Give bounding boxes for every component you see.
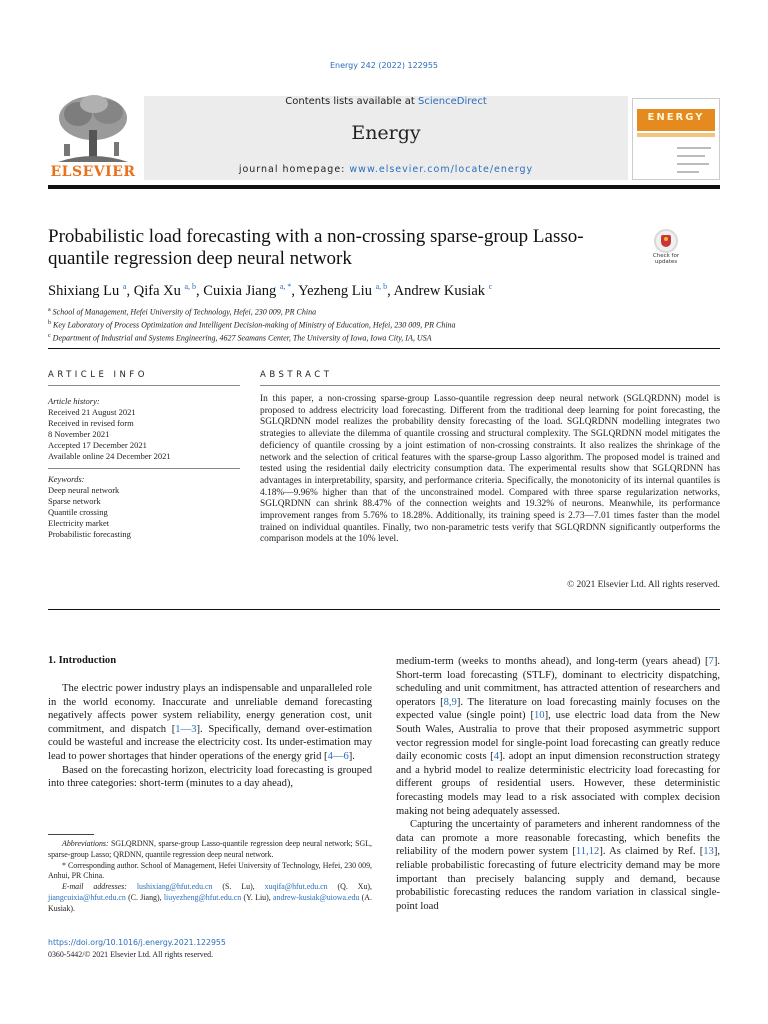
contents-line bbox=[144, 96, 628, 107]
body-column-left bbox=[48, 682, 372, 791]
author-separator: , bbox=[387, 282, 394, 299]
text-run: The electric power industry plays an indispensable and unparalleled role in the world economy. Inaccurate and unreliable demand forecasting negatively affects power system reliability, energy generation cost, unit commitment, and dispatch [ bbox=[48, 683, 372, 735]
body-column-right bbox=[396, 655, 720, 913]
author-affiliation-marker[interactable]: a bbox=[122, 282, 127, 291]
author[interactable] bbox=[394, 283, 493, 299]
affiliation bbox=[48, 331, 720, 344]
history-item: Accepted 17 December 2021 bbox=[48, 440, 147, 450]
keyword: Probabilistic forecasting bbox=[48, 529, 131, 539]
email-owner: (C. Jiang), bbox=[125, 892, 164, 902]
text-run: ], reliable probabilistic forecasting of future electricity demand may be more important than precisely balancing supply and demand, because probabilistic forecasting reduces the random variation in classical single-point load bbox=[396, 846, 721, 912]
abstract-text: In this paper, a non-crossing sparse-group Lasso-quantile regression deep neural network (SGLQRDNN) model is proposed to address electricity load forecasting. Different from the traditional deep learning for point forecasting, the SGLQRDNN model realizes the probability density forecasting of the load. SGLQRDNN modelling integrates two strategies to alleviate the dilemma of quantile crossing and structural complexity. The SGLQRDNN model mitigates the deficiency of quantile crossing by a joint estimation of non-crossing constraints. It also realizes the shrinkage of the network and the selection of critical features with the sparse-group Lasso algorithm. The proposed model is trained and tested using the residential daily electricity consumption data. The experimental results show that SGLQRDNN has advantages in interpretability, sparsity, and performance criteria. Specifically, the monotonicity of its internal quantiles is 4.18%—9.96% higher than that of the unconstrained model. Compared with three sparse regularization networks, SGLQRDNN can shrink 88.47% of the connection weights and 19.32% of neurons. Meanwhile, its performance improvement ranges from 5.76% to 18.28%. Additionally, its training speed is 2.73—7.01 times faster than the model trained on individual quantiles. Finally, two non-parametric tests verify that SGLQRDNN significantly outperforms the comparison models at the 10% level. bbox=[260, 394, 720, 545]
text-run: Capturing the uncertainty of parameters and inherent randomness of the data can promote a more reasonable forecasting, which benefits the reliability of the modern power system [ bbox=[396, 819, 720, 858]
journal-citation[interactable]: Energy 242 (2022) 122955 bbox=[329, 61, 439, 70]
homepage-prefix: journal homepage: bbox=[238, 164, 350, 175]
abstract-bottom-rule bbox=[48, 609, 720, 610]
crossmark-ribbon bbox=[661, 235, 671, 247]
email-link[interactable]: liuyezheng@hfut.edu.cn bbox=[163, 892, 242, 902]
author-separator: , bbox=[196, 282, 204, 299]
author[interactable] bbox=[48, 283, 134, 299]
text-run: ]. adopt an input dimension reconstruction strategy and a hybrid model to realize deterministic electricity load forecasting for different groups of residential users. However, these deterministic forecasting models may lead to a risk associated with complex decision making not being adequately assessed. bbox=[396, 751, 720, 817]
affiliation-marker: c bbox=[48, 333, 51, 340]
affiliation-rule bbox=[48, 348, 720, 349]
author[interactable] bbox=[134, 283, 204, 299]
keyword: Quantile crossing bbox=[48, 507, 108, 517]
article-info bbox=[48, 396, 240, 540]
text-run: ]. Specifically, demand over-estimation could be wasteful and increase the electricity cost. Its under-estimation may lead to power shortages that hinder operations of the energy grid [ bbox=[48, 723, 372, 762]
affiliation bbox=[48, 305, 720, 318]
journal-header bbox=[48, 90, 720, 180]
author[interactable] bbox=[203, 283, 298, 299]
author-name: Shixiang Lu bbox=[48, 282, 120, 299]
elsevier-logo[interactable] bbox=[48, 90, 138, 180]
sciencedirect-link[interactable]: ScienceDirect bbox=[418, 96, 487, 107]
abstract-rule bbox=[260, 385, 720, 386]
reference-link[interactable]: 11,12 bbox=[575, 846, 600, 858]
footnote-emails bbox=[48, 882, 372, 914]
author[interactable] bbox=[298, 283, 393, 299]
author-affiliation-marker[interactable]: a, b bbox=[375, 282, 388, 291]
affiliation-text: Department of Industrial and Systems Engineering, 4627 Seamans Center, The University of Iowa, Iowa City, IA, USA bbox=[52, 333, 432, 343]
history-item: Received in revised form bbox=[48, 418, 134, 428]
author-affiliation-marker[interactable]: a, b bbox=[184, 282, 197, 291]
abstract-label: ABSTRACT bbox=[260, 370, 333, 380]
email-link[interactable]: andrew-kusiak@uiowa.edu bbox=[273, 892, 360, 902]
crossmark-dot bbox=[664, 237, 668, 241]
history-item: Available online 24 December 2021 bbox=[48, 451, 171, 461]
cover-title: ENERGY bbox=[647, 112, 705, 123]
check-for-updates-icon bbox=[654, 229, 678, 253]
email-link[interactable]: jiangcuixia@hfut.edu.cn bbox=[48, 892, 126, 902]
issn-line: 0360-5442/© 2021 Elsevier Ltd. All rights reserved. bbox=[48, 950, 214, 959]
info-divider bbox=[48, 468, 240, 469]
keyword: Electricity market bbox=[48, 518, 110, 528]
cover-line bbox=[677, 163, 709, 165]
journal-name[interactable]: Energy bbox=[351, 122, 421, 144]
footnote-text: SGLQRDNN, sparse-group Lasso-quantile regression deep neural network; SGL, sparse-group Lasso; QRDNN, quantile regression deep neural network. bbox=[48, 839, 372, 859]
paragraph bbox=[48, 682, 372, 764]
paragraph: Based on the forecasting horizon, electricity load forecasting is grouped into three categories: short-term (minutes to a day ahead), bbox=[48, 764, 372, 790]
history-heading: Article history: bbox=[48, 396, 100, 406]
text-run: ], use electric load data from the New South Wales, Australia to prove that their proposed asymmetric support vector regression model for single-point load forecasting can greatly reduce daily economic costs [ bbox=[396, 710, 720, 763]
footnote-rule bbox=[48, 834, 94, 835]
author-affiliation-marker[interactable]: c bbox=[488, 282, 493, 291]
author-separator: , bbox=[126, 282, 134, 299]
affiliation-marker: b bbox=[48, 320, 51, 327]
email-owner: (Q. Xu), bbox=[327, 882, 372, 892]
doi-link[interactable]: https://doi.org/10.1016/j.energy.2021.122955 bbox=[48, 938, 226, 947]
affiliation-text: Key Laboratory of Process Optimization and Intelligent Decision-making of Ministry of Education, Hefei, 230 009, PR China bbox=[53, 320, 456, 330]
header-rule bbox=[48, 185, 720, 189]
text-run: ]. The literature on load forecasting mainly focuses on the expected value (single point) [ bbox=[396, 696, 720, 722]
cover-line bbox=[677, 171, 699, 173]
email-link[interactable]: lushixiang@hfut.edu.cn bbox=[136, 882, 213, 892]
email-link[interactable]: xuqifa@hfut.edu.cn bbox=[264, 882, 328, 892]
footnote-label: Abbreviations: bbox=[62, 839, 109, 848]
article-title: Probabilistic load forecasting with a non-crossing sparse-group Lasso-quantile regression deep neural network bbox=[48, 226, 584, 269]
keyword: Sparse network bbox=[48, 496, 101, 506]
text-run: ]. Short-term load forecasting (STLF), dominant to electricity dispatching, scheduling and unit commitment, has attracted attention of researchers and operators [ bbox=[396, 656, 720, 708]
check-for-updates-label: Check for updates bbox=[652, 253, 680, 265]
contents-prefix: Contents lists available at bbox=[285, 96, 419, 107]
homepage-line bbox=[144, 164, 628, 175]
author-name: Yezheng Liu bbox=[298, 282, 372, 299]
reference-link[interactable]: 1—3 bbox=[175, 723, 197, 735]
author-affiliation-marker[interactable]: a, * bbox=[279, 282, 292, 291]
text-run: ]. bbox=[348, 750, 355, 762]
author-list bbox=[48, 282, 720, 300]
cover-subband bbox=[637, 133, 715, 137]
article-info-rule bbox=[48, 385, 240, 386]
paragraph bbox=[396, 818, 720, 913]
paragraph bbox=[396, 655, 720, 818]
history-item: 8 November 2021 bbox=[48, 429, 110, 439]
affiliation-list bbox=[48, 305, 720, 344]
reference-link[interactable]: 8,9 bbox=[443, 696, 457, 708]
footnote-corresponding: * Corresponding author. School of Management, Hefei University of Technology, Hefei, 230 009, Anhui, PR China. bbox=[48, 860, 372, 881]
reference-link[interactable]: 10 bbox=[533, 710, 545, 722]
journal-band bbox=[144, 96, 628, 180]
email-owner: (A. Kusiak). bbox=[48, 892, 372, 913]
affiliation-text: School of Management, Hefei University of Technology, Hefei, 230 009, PR China bbox=[52, 307, 317, 317]
email-owner: (Y. Liu), bbox=[241, 892, 273, 902]
reference-link[interactable]: 7 bbox=[708, 656, 714, 667]
footnotes bbox=[48, 839, 372, 915]
text-run: ]. As claimed by Ref. [ bbox=[599, 846, 704, 858]
author-name: Qifa Xu bbox=[133, 282, 181, 299]
article-info-label: ARTICLE INFO bbox=[48, 370, 148, 380]
email-owner: (S. Lu), bbox=[212, 882, 265, 892]
reference-link[interactable]: 13 bbox=[703, 846, 714, 858]
author-name: Cuixia Jiang bbox=[203, 282, 277, 299]
check-for-updates-button[interactable] bbox=[646, 229, 686, 267]
journal-homepage-link[interactable]: www.elsevier.com/locate/energy bbox=[349, 164, 534, 175]
keywords-heading: Keywords: bbox=[48, 474, 85, 484]
reference-link[interactable]: 4 bbox=[493, 751, 499, 763]
footnote-abbreviations bbox=[48, 839, 372, 861]
history-item: Received 21 August 2021 bbox=[48, 407, 136, 417]
footnote-label: E-mail addresses: bbox=[62, 882, 127, 892]
affiliation-marker: a bbox=[48, 307, 51, 313]
author-separator: , bbox=[291, 282, 299, 299]
author-name: Andrew Kusiak bbox=[393, 282, 486, 299]
elsevier-tree-logo bbox=[54, 92, 132, 164]
reference-link[interactable]: 4—6 bbox=[327, 750, 349, 762]
elsevier-wordmark: ELSEVIER bbox=[50, 164, 136, 180]
cover-line bbox=[677, 155, 705, 157]
cover-line bbox=[677, 147, 711, 149]
journal-cover-image[interactable] bbox=[632, 98, 720, 180]
affiliation bbox=[48, 318, 720, 331]
keyword: Deep neural network bbox=[48, 485, 120, 495]
abstract-copyright: © 2021 Elsevier Ltd. All rights reserved. bbox=[567, 580, 720, 590]
text-run: medium-term (weeks to months ahead), and long-term (years ahead) [ bbox=[396, 656, 709, 667]
section-heading-introduction: 1. Introduction bbox=[48, 655, 117, 666]
